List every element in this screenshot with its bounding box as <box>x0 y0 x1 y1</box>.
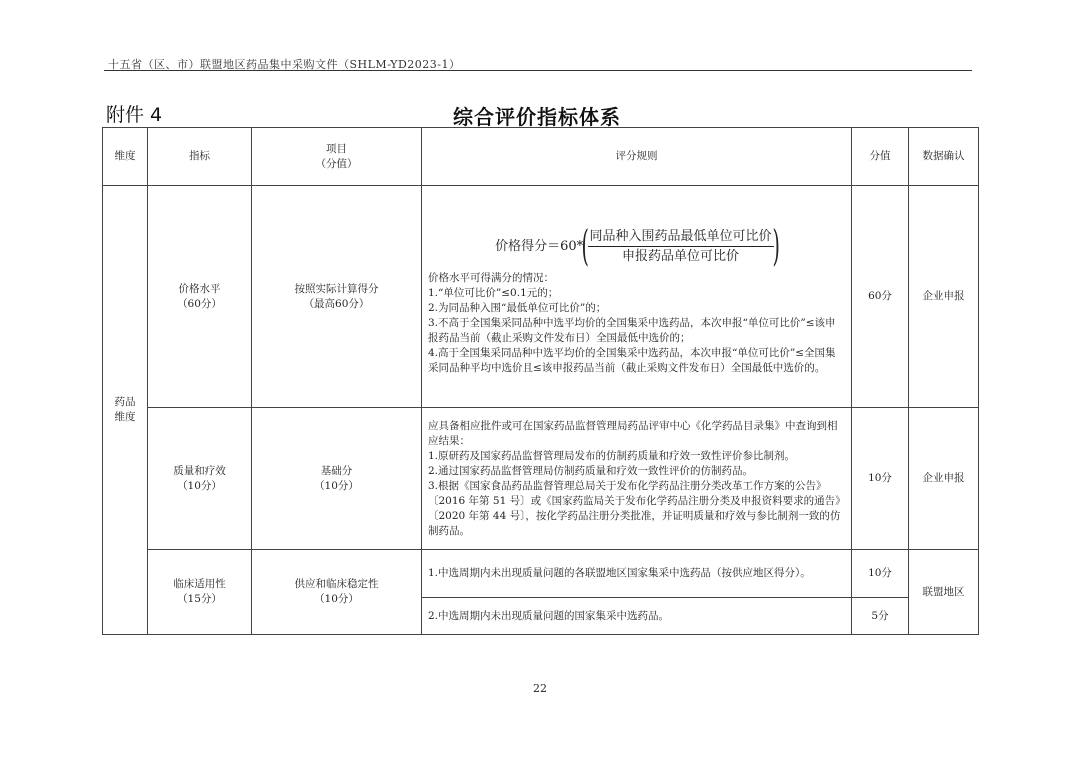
indicator-cell: 价格水平 （60分） <box>148 186 252 408</box>
rule-line: 1.原研药及国家药品监督管理局发布的仿制药质量和疗效一致性评价参比制剂。 <box>428 449 796 462</box>
score-cell: 60分 <box>852 186 909 408</box>
dimension-cell: 药品 维度 <box>103 186 148 635</box>
formula-denominator: 申报药品单位可比价 <box>622 248 740 264</box>
header-item-line1: 项目 <box>326 142 347 155</box>
header-indicator: 指标 <box>148 128 252 186</box>
rule-line: 2.为同品种入围“最低单位可比价”的； <box>428 302 607 314</box>
document-header: 十五省（区、市）联盟地区药品集中采购文件（SHLM-YD2023-1） <box>108 58 461 71</box>
page-title: 综合评价指标体系 <box>453 105 621 129</box>
formula-numerator: 同品种入围药品最低单位可比价 <box>588 229 774 247</box>
score-cell: 10分 <box>852 408 909 550</box>
confirm-cell: 企业申报 <box>909 408 979 550</box>
rule-line: 价格水平可得满分的情况： <box>428 272 554 284</box>
evaluation-table <box>102 127 979 635</box>
formula-fraction <box>588 229 774 264</box>
rule-line: 3.根据《国家食品药品监督管理总局关于发布化学药品注册分类改革工作方案的公告》〔2016 年第 51 号〕或《国家药监局关于发布化学药品注册分类及申报资料要求的通告》〔2020 年第 44 号〕，按化学药品注册分类批准，并证明质量和疗效与参比制剂一致的仿制药品。 <box>428 479 841 537</box>
table-row <box>103 550 979 598</box>
confirm-cell: 联盟地区 <box>909 550 979 635</box>
score-cell: 10分 <box>852 550 909 598</box>
item-cell: 供应和临床稳定性 （10分） <box>252 550 422 635</box>
table-row <box>103 186 979 408</box>
rule-line: 4.高于全国集采同品种中选平均价的全国集采中选药品，本次申报“单位可比价”≤全国集采同品种平均中选价且≤该申报药品当前（截止采购文件发布日）全国最低中选价的。 <box>428 347 836 374</box>
indicator-cell: 临床适用性 （15分） <box>148 550 252 635</box>
rule-line: 3.不高于全国集采同品种中选平均价的全国集采中选药品，本次申报“单位可比价”≤该申报药品当前（截止采购文件发布日）全国最低中选价的； <box>428 317 836 344</box>
formula-lhs: 价格得分＝60* <box>495 238 584 254</box>
right-paren: ) <box>772 221 780 270</box>
rules-cell: 2.中选周期内未出现质量问题的国家集采中选药品。 <box>422 598 852 635</box>
item-cell: 按照实际计算得分 （最高60分） <box>252 186 422 408</box>
rule-line: 2.通过国家药品监督管理局仿制药质量和疗效一致性评价的仿制药品。 <box>428 464 754 477</box>
table-row <box>103 408 979 550</box>
page-number: 22 <box>533 682 547 695</box>
header-dimension: 维度 <box>103 128 148 186</box>
rules-cell <box>422 186 852 408</box>
header-divider <box>104 70 972 71</box>
rule-line: 应具备相应批件或可在国家药品监督管理局药品评审中心《化学药品目录集》中查询到相应结果： <box>428 419 838 447</box>
price-formula <box>428 217 845 271</box>
header-score: 分值 <box>852 128 909 186</box>
header-confirm: 数据确认 <box>909 128 979 186</box>
rule-line: 1.“单位可比价”≤0.1元的； <box>428 287 559 299</box>
rules-cell <box>422 408 852 550</box>
score-cell: 5分 <box>852 598 909 635</box>
attachment-label: 附件 4 <box>106 104 163 126</box>
table-header-row <box>103 128 979 186</box>
left-paren: ( <box>581 221 590 270</box>
header-rules: 评分规则 <box>422 128 852 186</box>
header-item <box>252 128 422 186</box>
rules-cell: 1.中选周期内未出现质量问题的各联盟地区国家集采中选药品（按供应地区得分）。 <box>422 550 852 598</box>
header-item-line2: （分值） <box>315 157 358 170</box>
item-cell: 基础分 （10分） <box>252 408 422 550</box>
indicator-cell: 质量和疗效 （10分） <box>148 408 252 550</box>
confirm-cell: 企业申报 <box>909 186 979 408</box>
